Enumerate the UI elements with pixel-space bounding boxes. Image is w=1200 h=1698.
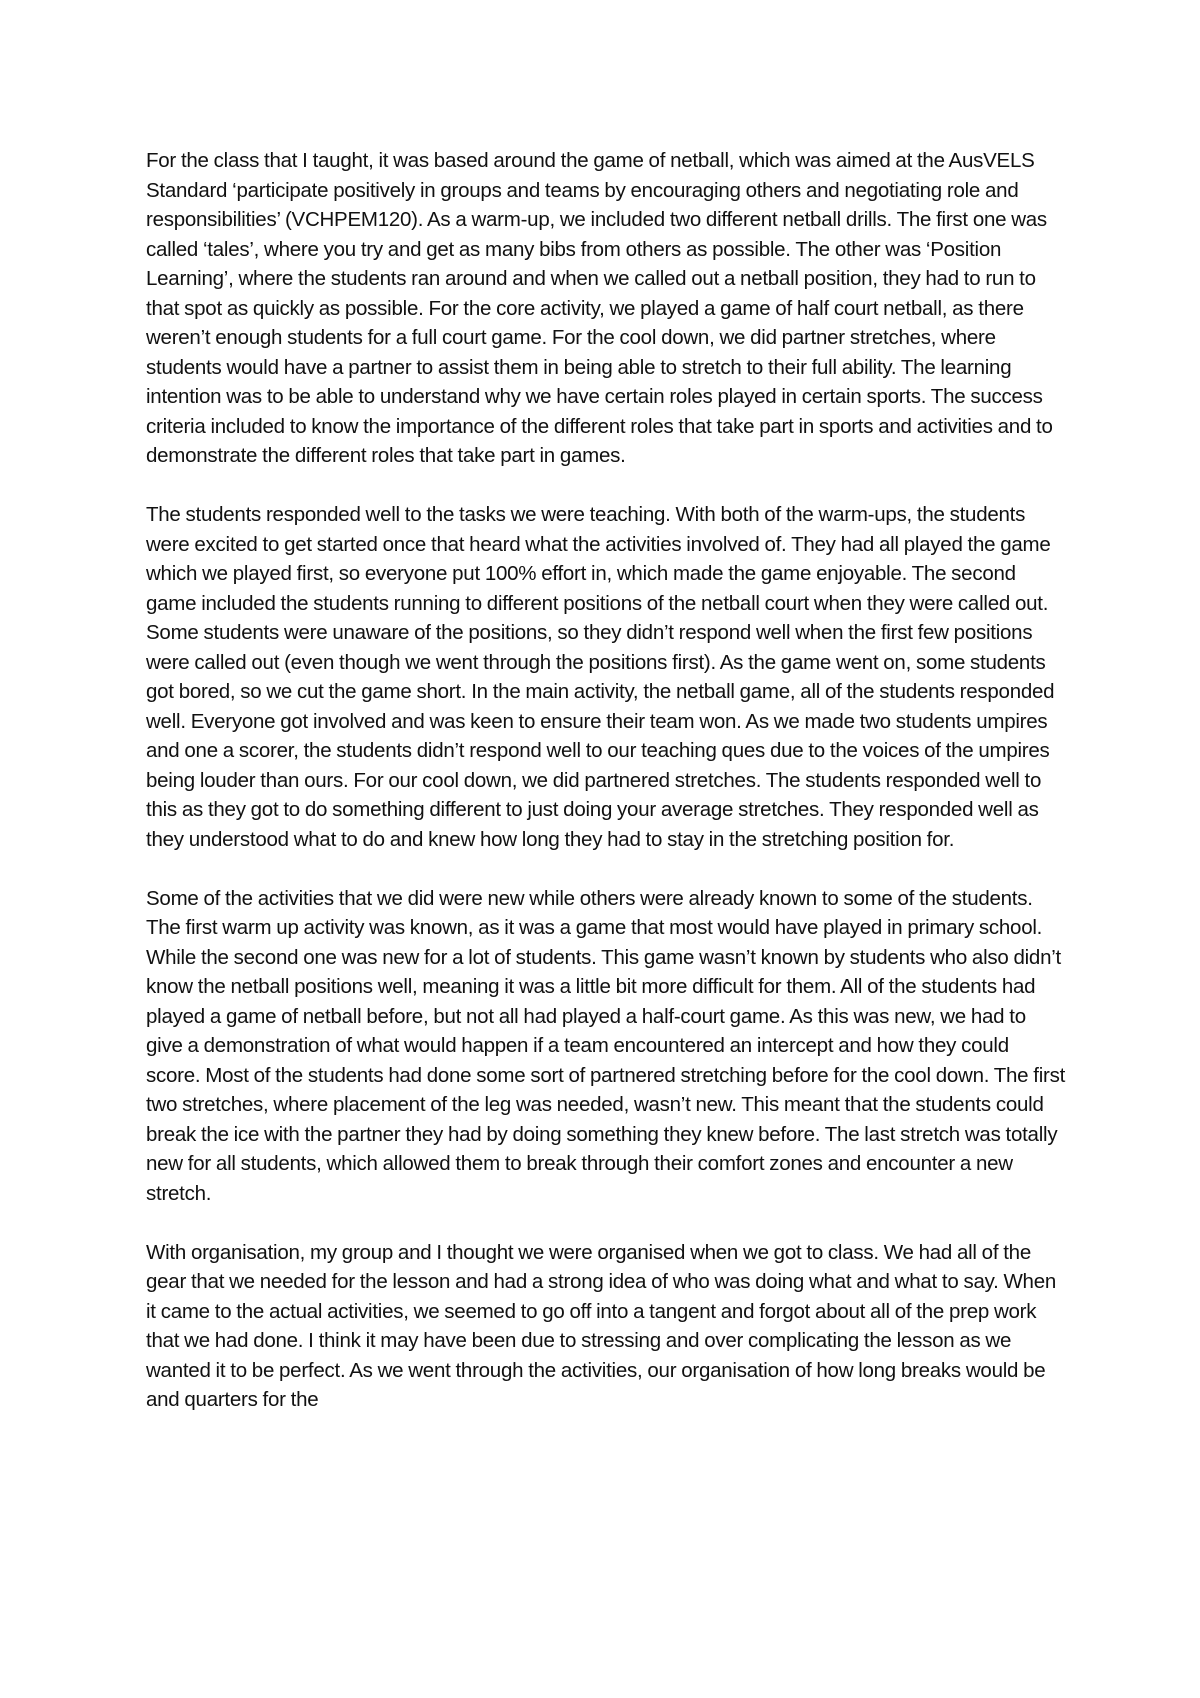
document-body (146, 146, 1066, 1415)
paragraph-3: Some of the activities that we did were new while others were already known to some of the students. The first warm up activity was known, as it was a game that most would have played in primary school. While the second one was new for a lot of students. This game wasn’t known by students who also didn’t know the netball positions well, meaning it was a little bit more difficult for them. All of the students had played a game of netball before, but not all had played a half-court game. As this was new, we had to give a demonstration of what would happen if a team encountered an intercept and how they could score. Most of the students had done some sort of partnered stretching before for the cool down. The first two stretches, where placement of the leg was needed, wasn’t new. This meant that the students could break the ice with the partner they had by doing something they knew before. The last stretch was totally new for all students, which allowed them to break through their comfort zones and encounter a new stretch. (146, 886, 1066, 1205)
paragraph-1: For the class that I taught, it was based around the game of netball, which was aimed at the AusVELS Standard ‘participate positively in groups and teams by encouraging others and negotiating role and responsibilities’ (VCHPEM120). As a warm-up, we included two different netball drills. The first one was called ‘tales’, where you try and get as many bibs from others as possible. The other was ‘Position Learning’, where the students ran around and when we called out a netball position, they had to run to that spot as quickly as possible. For the core activity, we played a game of half court netball, as there weren’t enough students for a full court game. For the cool down, we did partner stretches, where students would have a partner to assist them in being able to stretch to their full ability. The learning intention was to be able to understand why we have certain roles played in certain sports. The success criteria included to know the importance of the different roles that take part in sports and activities and to demonstrate the different roles that take part in games. (146, 149, 1053, 467)
paragraph-2: The students responded well to the tasks we were teaching. With both of the warm-ups, the students were excited to get started once that heard what the activities involved of. They had all played the game which we played first, so everyone put 100% effort in, which made the game enjoyable. The second game included the students running to different positions of the netball court when they were called out. Some students were unaware of the positions, so they didn’t respond well when the first few positions were called out (even though we went through the positions first). As the game went on, some students got bored, so we cut the game short. In the main activity, the netball game, all of the students responded well. Everyone got involved and was keen to ensure their team won. As we made two students umpires and one a scorer, the students didn’t respond well to our teaching ques due to the voices of the umpires being louder than ours. For our cool down, we did partnered stretches. The students responded well to this as they got to do something different to just doing your average stretches. They responded well as they understood what to do and knew how long they had to stay in the stretching position for. (146, 503, 1055, 851)
paragraph-4: With organisation, my group and I thought we were organised when we got to class. We had all of the gear that we needed for the lesson and had a strong idea of who was doing what and what to say. When it came to the actual activities, we seemed to go off into a tangent and forgot about all of the prep work that we had done. I think it may have been due to stressing and over complicating the lesson as we wanted it to be perfect. As we went through the activities, our organisation of how long breaks would be and quarters for the (146, 1240, 1057, 1411)
